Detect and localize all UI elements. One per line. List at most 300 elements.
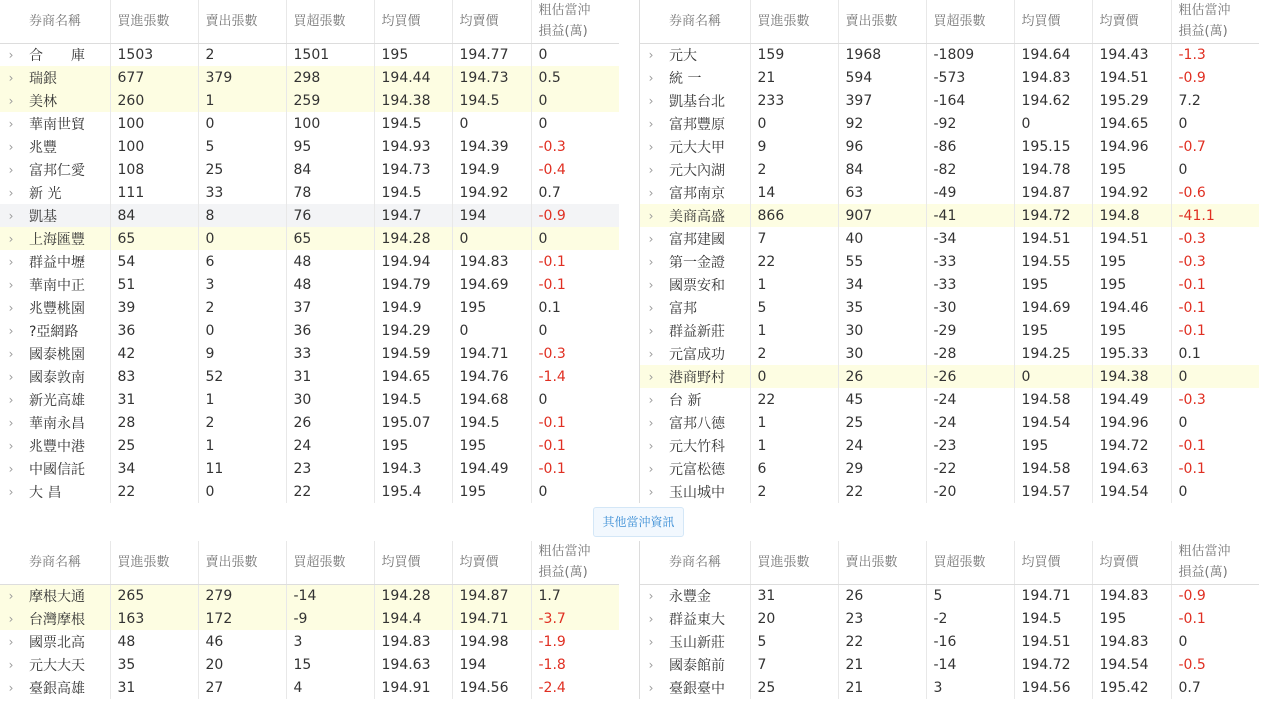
chevron-right-icon[interactable]: ›: [648, 254, 654, 269]
broker-name: 元大大甲: [669, 139, 725, 156]
chevron-right-icon[interactable]: ›: [0, 227, 22, 250]
table-row[interactable]: [0, 319, 619, 342]
chevron-right-icon[interactable]: ›: [648, 415, 654, 430]
net-buy: 84: [286, 158, 374, 181]
chevron-right-icon[interactable]: ›: [8, 47, 14, 62]
broker-name: 兆豐桃園: [29, 300, 85, 317]
avg-buy-price: 195.07: [374, 411, 452, 434]
broker-name: 元大竹科: [669, 438, 725, 455]
buy-count: 83: [110, 365, 198, 388]
chevron-right-icon[interactable]: ›: [0, 66, 22, 89]
net-buy: 4: [286, 676, 374, 699]
chevron-right-icon[interactable]: ›: [648, 323, 654, 338]
net-buy: -33: [926, 273, 1014, 296]
avg-sell-price: 194.92: [1092, 181, 1171, 204]
table-row[interactable]: [640, 584, 1259, 607]
chevron-right-icon[interactable]: ›: [8, 461, 14, 476]
buy-count: 1: [750, 273, 838, 296]
table-row[interactable]: [0, 43, 619, 66]
sell-count: 0: [198, 480, 286, 503]
header-est-pnl-line1: 粗估當沖: [1178, 3, 1231, 19]
chevron-right-icon[interactable]: ›: [648, 611, 654, 626]
table-row[interactable]: [0, 273, 619, 296]
avg-sell-price: 194.8: [1092, 204, 1171, 227]
broker-name: 富邦仁愛: [29, 162, 85, 179]
sell-count: 27: [198, 676, 286, 699]
chevron-right-icon[interactable]: ›: [8, 634, 14, 649]
sell-count: 6: [198, 250, 286, 273]
chevron-right-icon[interactable]: ›: [640, 204, 662, 227]
buy-count: 42: [110, 342, 198, 365]
header-est-pnl-line1: 粗估當沖: [538, 3, 591, 19]
avg-sell-price: 194: [452, 204, 531, 227]
net-buy: 76: [286, 204, 374, 227]
est-pnl: 0: [1171, 158, 1259, 181]
header-net-buy[interactable]: 買超張數: [926, 0, 1014, 43]
broker-name: 富邦: [669, 300, 697, 317]
header-broker-name[interactable]: 券商名稱: [22, 541, 110, 584]
avg-buy-price: 194.72: [1014, 653, 1092, 676]
net-buy: 36: [286, 319, 374, 342]
avg-sell-price: 194.5: [452, 411, 531, 434]
header-spacer: [640, 0, 662, 43]
broker-name: 富邦豐原: [669, 116, 725, 133]
net-buy: 24: [286, 434, 374, 457]
chevron-right-icon[interactable]: ›: [648, 277, 654, 292]
table-row[interactable]: [0, 250, 619, 273]
avg-buy-price: 194.5: [374, 112, 452, 135]
chevron-right-icon[interactable]: ›: [648, 70, 654, 85]
chevron-right-icon[interactable]: ›: [648, 231, 654, 246]
avg-buy-price: 194.57: [1014, 480, 1092, 503]
avg-buy-price: 194.59: [374, 342, 452, 365]
avg-sell-price: 194.98: [452, 630, 531, 653]
header-avg-sell[interactable]: 均賣價: [452, 0, 531, 43]
table-row[interactable]: [0, 607, 619, 630]
header-sell-count[interactable]: 賣出張數: [838, 541, 926, 584]
table-row[interactable]: [0, 158, 619, 181]
broker-name: 元富成功: [669, 346, 725, 363]
buy-count: 6: [750, 457, 838, 480]
sell-count: 46: [198, 630, 286, 653]
table-row[interactable]: [640, 676, 1259, 699]
est-pnl: -0.3: [531, 135, 619, 158]
header-sell-count[interactable]: 賣出張數: [198, 0, 286, 43]
broker-name: 國票北高: [29, 634, 85, 651]
avg-buy-price: 0: [1014, 112, 1092, 135]
net-buy: -20: [926, 480, 1014, 503]
est-pnl: -0.3: [1171, 227, 1259, 250]
chevron-right-icon[interactable]: ›: [0, 204, 22, 227]
chevron-right-icon[interactable]: ›: [8, 254, 14, 269]
chevron-right-icon[interactable]: ›: [8, 657, 14, 672]
sell-count: 11: [198, 457, 286, 480]
avg-sell-price: 194.65: [1092, 112, 1171, 135]
table-row[interactable]: [640, 181, 1259, 204]
sell-count: 40: [838, 227, 926, 250]
chevron-right-icon[interactable]: ›: [648, 93, 654, 108]
avg-buy-price: 194.58: [1014, 457, 1092, 480]
table-row[interactable]: [0, 365, 619, 388]
buy-count: 2: [750, 158, 838, 181]
sell-count: 21: [838, 653, 926, 676]
est-pnl: -0.3: [1171, 250, 1259, 273]
buy-count: 54: [110, 250, 198, 273]
net-buy: -164: [926, 89, 1014, 112]
buy-count: 22: [750, 388, 838, 411]
header-sell-count[interactable]: 賣出張數: [198, 541, 286, 584]
sell-count: 22: [838, 480, 926, 503]
header-est-pnl[interactable]: [531, 0, 619, 43]
header-sell-count[interactable]: 賣出張數: [838, 0, 926, 43]
broker-name: 元大: [669, 47, 697, 64]
header-net-buy[interactable]: 買超張數: [286, 541, 374, 584]
table-row[interactable]: [640, 630, 1259, 653]
est-pnl: -3.7: [531, 607, 619, 630]
table-row[interactable]: [0, 296, 619, 319]
avg-sell-price: 194.92: [452, 181, 531, 204]
sell-count: 9: [198, 342, 286, 365]
top-right-panel: [639, 0, 1279, 503]
table-row[interactable]: [640, 342, 1259, 365]
chevron-right-icon[interactable]: ›: [8, 369, 14, 384]
header-avg-buy[interactable]: 均買價: [374, 0, 452, 43]
avg-buy-price: 194.7: [374, 204, 452, 227]
est-pnl: -0.5: [1171, 653, 1259, 676]
header-avg-sell[interactable]: 均賣價: [452, 541, 531, 584]
chevron-right-icon[interactable]: ›: [8, 162, 14, 177]
sell-count: 0: [198, 319, 286, 342]
header-broker-name[interactable]: 券商名稱: [22, 0, 110, 43]
avg-sell-price: 194.73: [452, 66, 531, 89]
header-buy-count[interactable]: 買進張數: [750, 0, 838, 43]
table-row[interactable]: [640, 653, 1259, 676]
broker-table-top-left: [0, 0, 619, 503]
chevron-right-icon[interactable]: ›: [8, 323, 14, 338]
est-pnl: 0: [531, 480, 619, 503]
header-est-pnl[interactable]: [531, 541, 619, 584]
table-row[interactable]: [640, 388, 1259, 411]
broker-name: 華南永昌: [29, 415, 85, 432]
buy-count: 31: [110, 388, 198, 411]
table-row[interactable]: [640, 273, 1259, 296]
table-row[interactable]: [640, 434, 1259, 457]
header-avg-buy[interactable]: 均買價: [1014, 0, 1092, 43]
avg-sell-price: 194.63: [1092, 457, 1171, 480]
broker-name: 臺銀高雄: [29, 680, 85, 697]
table-row[interactable]: [640, 480, 1259, 503]
est-pnl: 0: [531, 227, 619, 250]
top-left-panel: [0, 0, 619, 503]
avg-sell-price: 194.71: [452, 607, 531, 630]
sell-count: 0: [198, 112, 286, 135]
avg-buy-price: 195: [1014, 273, 1092, 296]
table-row[interactable]: [0, 411, 619, 434]
table-row[interactable]: [0, 388, 619, 411]
chevron-right-icon[interactable]: ›: [648, 346, 654, 361]
table-row[interactable]: [0, 457, 619, 480]
broker-name: 新 光: [29, 185, 62, 202]
table-row[interactable]: [640, 89, 1259, 112]
est-pnl: 0: [531, 112, 619, 135]
avg-buy-price: 194.5: [374, 388, 452, 411]
est-pnl: -0.3: [531, 342, 619, 365]
sell-count: 594: [838, 66, 926, 89]
chevron-right-icon[interactable]: ›: [648, 438, 654, 453]
sell-count: 1: [198, 388, 286, 411]
avg-sell-price: 194.83: [1092, 630, 1171, 653]
chevron-right-icon[interactable]: ›: [0, 584, 22, 607]
net-buy: -92: [926, 112, 1014, 135]
table-row[interactable]: [640, 607, 1259, 630]
net-buy: -23: [926, 434, 1014, 457]
header-est-pnl[interactable]: [1171, 0, 1259, 43]
broker-name: 臺銀臺中: [669, 680, 725, 697]
chevron-right-icon[interactable]: ›: [648, 116, 654, 131]
chevron-right-icon[interactable]: ›: [8, 277, 14, 292]
avg-sell-price: 0: [452, 227, 531, 250]
avg-buy-price: 194.71: [1014, 584, 1092, 607]
broker-name: 國票安和: [669, 277, 725, 294]
header-avg-buy[interactable]: 均買價: [374, 541, 452, 584]
header-buy-count[interactable]: 買進張數: [110, 0, 198, 43]
avg-buy-price: 194.9: [374, 296, 452, 319]
chevron-right-icon[interactable]: ›: [648, 461, 654, 476]
table-row[interactable]: [0, 434, 619, 457]
broker-name: 富邦建國: [669, 231, 725, 248]
chevron-right-icon[interactable]: ›: [648, 185, 654, 200]
est-pnl: 0: [531, 388, 619, 411]
chevron-right-icon[interactable]: ›: [648, 634, 654, 649]
net-buy: 37: [286, 296, 374, 319]
est-pnl: -0.1: [531, 434, 619, 457]
broker-name: 大 昌: [29, 484, 62, 501]
table-row[interactable]: [640, 204, 1259, 227]
net-buy: -16: [926, 630, 1014, 653]
chevron-right-icon[interactable]: ›: [8, 415, 14, 430]
table-row[interactable]: [640, 250, 1259, 273]
header-buy-count[interactable]: 買進張數: [110, 541, 198, 584]
avg-sell-price: 194.96: [1092, 411, 1171, 434]
chevron-right-icon[interactable]: ›: [648, 588, 654, 603]
broker-name: 凱基台北: [669, 93, 725, 110]
net-buy: -2: [926, 607, 1014, 630]
buy-count: 163: [110, 607, 198, 630]
header-net-buy[interactable]: 買超張數: [926, 541, 1014, 584]
table-row[interactable]: [0, 89, 619, 112]
buy-count: 39: [110, 296, 198, 319]
buy-count: 31: [110, 676, 198, 699]
buy-count: 260: [110, 89, 198, 112]
header-buy-count[interactable]: 買進張數: [750, 541, 838, 584]
sell-count: 8: [198, 204, 286, 227]
table-row[interactable]: [0, 342, 619, 365]
avg-sell-price: 194.72: [1092, 434, 1171, 457]
broker-table-bottom-left: [0, 541, 619, 699]
buy-count: 2: [750, 342, 838, 365]
net-buy: -33: [926, 250, 1014, 273]
chevron-right-icon[interactable]: ›: [8, 116, 14, 131]
avg-sell-price: 194.77: [452, 43, 531, 66]
header-avg-buy[interactable]: 均買價: [1014, 541, 1092, 584]
sell-count: 24: [838, 434, 926, 457]
buy-count: 866: [750, 204, 838, 227]
est-pnl: -0.1: [531, 250, 619, 273]
table-row[interactable]: [0, 112, 619, 135]
avg-buy-price: 194.63: [374, 653, 452, 676]
net-buy: 5: [926, 584, 1014, 607]
net-buy: 48: [286, 250, 374, 273]
header-net-buy[interactable]: 買超張數: [286, 0, 374, 43]
est-pnl: -0.6: [1171, 181, 1259, 204]
header-broker-name[interactable]: 券商名稱: [662, 541, 750, 584]
sell-count: 30: [838, 319, 926, 342]
chevron-right-icon[interactable]: ›: [648, 139, 654, 154]
broker-name: 國泰桃園: [29, 346, 85, 363]
chevron-right-icon[interactable]: ›: [8, 300, 14, 315]
chevron-right-icon[interactable]: ›: [648, 300, 654, 315]
table-row[interactable]: [0, 480, 619, 503]
header-broker-name[interactable]: 券商名稱: [662, 0, 750, 43]
est-pnl: -0.1: [1171, 434, 1259, 457]
table-row[interactable]: [640, 158, 1259, 181]
est-pnl: 0: [531, 43, 619, 66]
table-row[interactable]: [640, 411, 1259, 434]
chevron-right-icon[interactable]: ›: [648, 680, 654, 695]
est-pnl: -0.7: [1171, 135, 1259, 158]
sell-count: 379: [198, 66, 286, 89]
table-row[interactable]: [640, 227, 1259, 250]
table-row[interactable]: [0, 204, 619, 227]
net-buy: 30: [286, 388, 374, 411]
net-buy: -41: [926, 204, 1014, 227]
chevron-right-icon[interactable]: ›: [8, 680, 14, 695]
header-avg-sell[interactable]: 均賣價: [1092, 0, 1171, 43]
bottom-left-panel: [0, 541, 619, 699]
table-row[interactable]: [640, 365, 1259, 388]
chevron-right-icon[interactable]: ›: [648, 392, 654, 407]
chevron-right-icon[interactable]: ›: [648, 47, 654, 62]
buy-count: 1: [750, 411, 838, 434]
chevron-right-icon[interactable]: ›: [8, 185, 14, 200]
buy-count: 20: [750, 607, 838, 630]
avg-buy-price: 194.55: [1014, 250, 1092, 273]
est-pnl: 0.1: [1171, 342, 1259, 365]
broker-name: 合 庫: [29, 47, 85, 64]
sell-count: 20: [198, 653, 286, 676]
sell-count: 1: [198, 89, 286, 112]
avg-sell-price: 194.83: [1092, 584, 1171, 607]
chevron-right-icon[interactable]: ›: [8, 484, 14, 499]
table-row[interactable]: [0, 584, 619, 607]
broker-name: 元大大天: [29, 657, 85, 674]
table-row[interactable]: [640, 457, 1259, 480]
header-avg-sell[interactable]: 均賣價: [1092, 541, 1171, 584]
est-pnl: -1.8: [531, 653, 619, 676]
sell-count: 1: [198, 434, 286, 457]
chevron-right-icon[interactable]: ›: [8, 438, 14, 453]
table-row[interactable]: [640, 296, 1259, 319]
table-row[interactable]: [0, 227, 619, 250]
avg-buy-price: 194.78: [1014, 158, 1092, 181]
chevron-right-icon[interactable]: ›: [0, 607, 22, 630]
header-est-pnl[interactable]: [1171, 541, 1259, 584]
est-pnl: -0.3: [1171, 388, 1259, 411]
table-row[interactable]: [0, 630, 619, 653]
est-pnl: 7.2: [1171, 89, 1259, 112]
table-row[interactable]: [640, 43, 1259, 66]
buy-count: 65: [110, 227, 198, 250]
avg-sell-price: 194.69: [452, 273, 531, 296]
net-buy: -30: [926, 296, 1014, 319]
sell-count: 397: [838, 89, 926, 112]
table-row[interactable]: [640, 319, 1259, 342]
avg-buy-price: 194.65: [374, 365, 452, 388]
table-row[interactable]: [0, 66, 619, 89]
chevron-right-icon[interactable]: ›: [648, 162, 654, 177]
table-row[interactable]: [640, 135, 1259, 158]
table-row[interactable]: [640, 66, 1259, 89]
sell-count: 63: [838, 181, 926, 204]
broker-name: 瑞銀: [22, 66, 110, 89]
est-pnl: -0.1: [1171, 457, 1259, 480]
buy-count: 36: [110, 319, 198, 342]
net-buy: 95: [286, 135, 374, 158]
est-pnl: 0: [1171, 365, 1259, 388]
chevron-right-icon[interactable]: ›: [648, 657, 654, 672]
net-buy: -14: [286, 584, 374, 607]
chevron-right-icon[interactable]: ›: [8, 346, 14, 361]
chevron-right-icon[interactable]: ›: [8, 139, 14, 154]
table-row[interactable]: [640, 112, 1259, 135]
broker-table-bottom-right: [640, 541, 1259, 699]
table-row[interactable]: [0, 676, 619, 699]
buy-count: 31: [750, 584, 838, 607]
buy-count: 7: [750, 227, 838, 250]
chevron-right-icon[interactable]: ›: [0, 89, 22, 112]
avg-buy-price: 194.38: [374, 89, 452, 112]
avg-buy-price: 194.64: [1014, 43, 1092, 66]
avg-buy-price: 194.25: [1014, 342, 1092, 365]
other-daytrade-info-button[interactable]: 其他當沖資訊: [593, 507, 684, 537]
net-buy: -9: [286, 607, 374, 630]
table-row[interactable]: [0, 181, 619, 204]
header-est-pnl-line1: 粗估當沖: [1178, 544, 1231, 560]
chevron-right-icon[interactable]: ›: [8, 392, 14, 407]
est-pnl: -1.9: [531, 630, 619, 653]
est-pnl: -41.1: [1171, 204, 1259, 227]
chevron-right-icon[interactable]: ›: [640, 365, 662, 388]
sell-count: 84: [838, 158, 926, 181]
table-row[interactable]: [0, 653, 619, 676]
table-row[interactable]: [0, 135, 619, 158]
buy-count: 21: [750, 66, 838, 89]
buy-count: 25: [110, 434, 198, 457]
net-buy: 26: [286, 411, 374, 434]
sell-count: 22: [838, 630, 926, 653]
avg-sell-price: 194.96: [1092, 135, 1171, 158]
chevron-right-icon[interactable]: ›: [648, 484, 654, 499]
header-est-pnl-line1: 粗估當沖: [538, 544, 591, 560]
header-est-pnl-line2: 損益(萬): [538, 24, 588, 40]
sell-count: 55: [838, 250, 926, 273]
broker-name: 美商高盛: [662, 204, 750, 227]
avg-buy-price: 194.5: [374, 181, 452, 204]
table-header-row: [0, 541, 619, 584]
avg-buy-price: 194.51: [1014, 630, 1092, 653]
est-pnl: -0.1: [1171, 607, 1259, 630]
avg-buy-price: 194.28: [374, 584, 452, 607]
